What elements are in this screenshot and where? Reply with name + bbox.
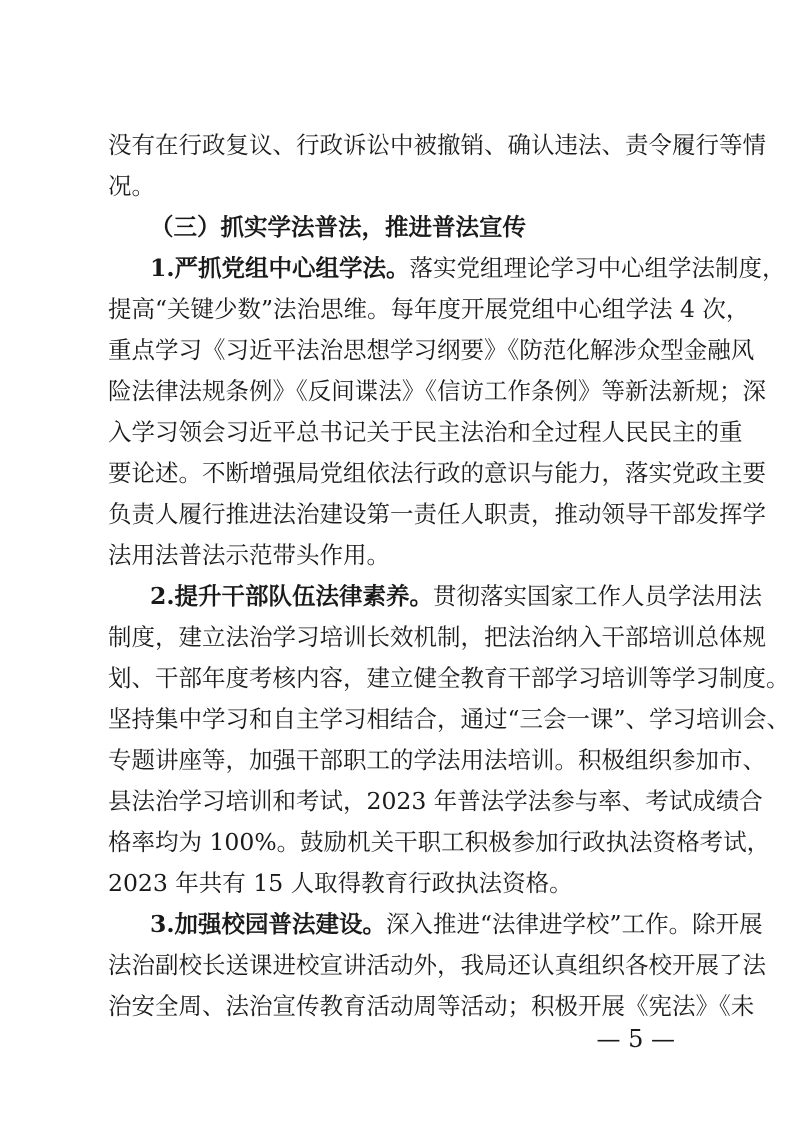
item-title: 1.严抓党组中心组学法。 — [150, 254, 410, 282]
body-text-line: 险法律法规条例》《反间谍法》《信访工作条例》等新法新规；深 — [108, 377, 766, 405]
body-text-line: 治安全周、法治宣传教育活动周等活动；积极开展《宪法》《未 — [108, 992, 755, 1020]
body-text-line: 划、干部年度考核内容，建立健全教育干部学习培训等学习制度。 — [108, 664, 790, 692]
body-text-line: 况。 — [108, 172, 155, 200]
body-text-line: 坚持集中学习和自主学习相结合，通过“三会一课”、学习培训会、 — [108, 705, 791, 733]
body-text-line: 负责人履行推进法治建设第一责任人职责，推动领导干部发挥学 — [108, 500, 766, 528]
item-title: 3.加强校园普法建设。 — [150, 910, 387, 938]
body-text-line: 重点学习《习近平法治思想学习纲要》《防范化解涉众型金融风 — [108, 336, 755, 364]
item-text: 贯彻落实国家工作人员学法用法 — [433, 582, 763, 610]
item-title: 2.提升干部队伍法律素养。 — [150, 582, 434, 610]
item-first-line — [150, 907, 763, 941]
page-number: — 5 — — [596, 1025, 675, 1053]
body-text-line: 格率均为 100%。鼓励机关干职工积极参加行政执法资格考试， — [108, 828, 771, 856]
item-first-line — [150, 251, 786, 285]
body-text-line: 法用法普法示范带头作用。 — [108, 541, 390, 569]
body-text-line: 要论述。不断增强局党组依法行政的意识与能力，落实党政主要 — [108, 459, 766, 487]
body-text-line: 制度，建立法治学习培训长效机制，把法治纳入干部培训总体规 — [108, 623, 766, 651]
item-text: 落实党组理论学习中心组学法制度， — [409, 254, 786, 282]
item-text: 深入推进“法律进学校”工作。除开展 — [386, 910, 763, 938]
body-text-line: 2023 年共有 15 人取得教育行政执法资格。 — [108, 869, 573, 897]
body-text-line: 没有在行政复议、行政诉讼中被撤销、确认违法、责令履行等情 — [108, 131, 766, 159]
body-text-line: 县法治学习培训和考试，2023 年普法学法参与率、考试成绩合 — [108, 787, 763, 815]
body-text-line: 法治副校长送课进校宣讲活动外，我局还认真组织各校开展了法 — [108, 951, 766, 979]
body-text-line: 提高“关键少数”法治思维。每年度开展党组中心组学法 4 次， — [108, 295, 750, 323]
section-heading: （三）抓实学法普法，推进普法宣传 — [150, 213, 526, 241]
body-text-line: 专题讲座等，加强干部职工的学法用法培训。积极组织参加市、 — [108, 746, 766, 774]
item-first-line — [150, 579, 763, 613]
body-text-line: 入学习领会习近平总书记关于民主法治和全过程人民民主的重 — [108, 418, 743, 446]
